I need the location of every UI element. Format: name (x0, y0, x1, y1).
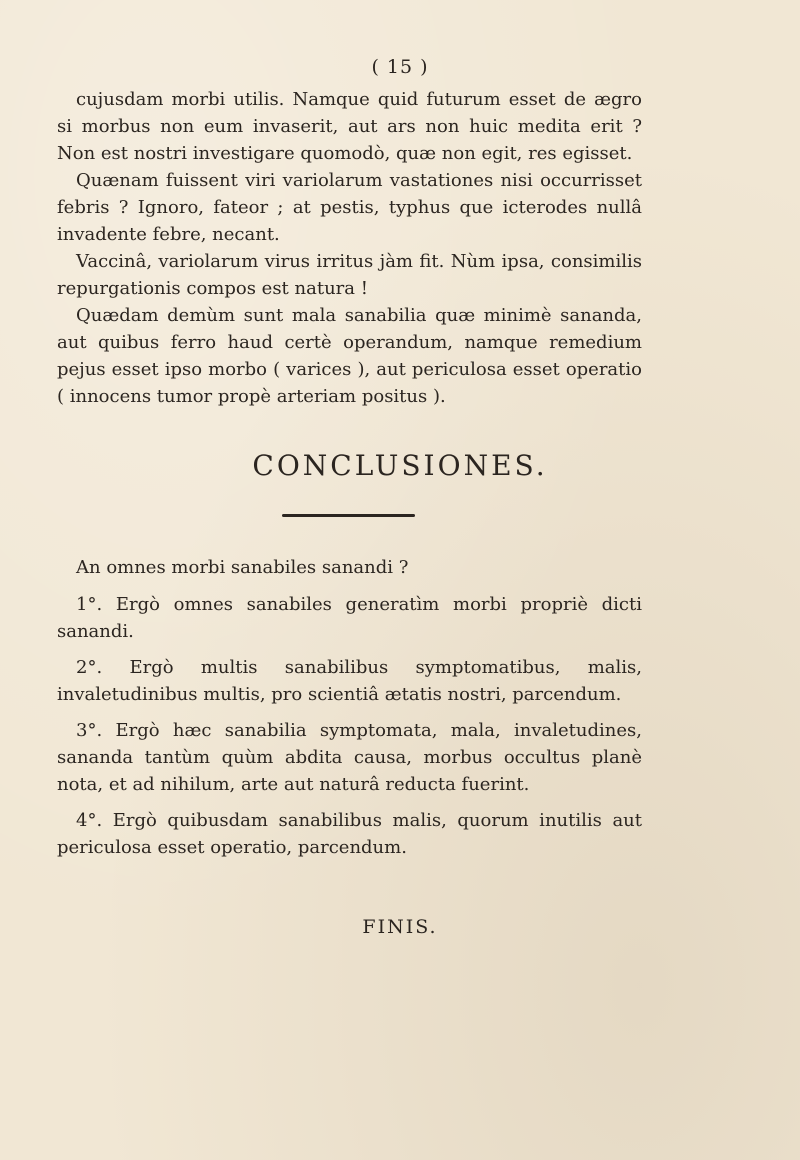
page-number: ( 15 ) (371, 56, 429, 78)
conclusion-item: 4°. Ergò quibusdam sanabilibus malis, quorum inutilis aut periculosa esset operatio, parcendum. (57, 810, 642, 858)
paragraph: Quædam demùm sunt mala sanabilia quæ minimè sananda, aut quibus ferro haud certè operandum, namque remedium pejus esset ipso morbo ( varices ), aut periculosa esset operatio ( innocens tumor propè arteriam positus ). (57, 305, 642, 407)
conclusion-item: 3°. Ergò hæc sanabilia symptomata, mala, invaletudines, sananda tantùm quùm abdita causa, morbus occultus planè nota, et ad nihilum, arte aut naturâ reducta fuerint. (57, 720, 642, 795)
finis-label: FINIS. (362, 916, 438, 938)
conclusions-question: An omnes morbi sanabiles sanandi ? (76, 557, 409, 578)
paragraph: Quænam fuissent viri variolarum vastationes nisi occurrisset febris ? Ignoro, fateor ; at pestis, typhus que icterodes nullâ invadente febre, necant. (57, 170, 642, 245)
conclusion-item: 1°. Ergò omnes sanabiles generatìm morbi propriè dicti sanandi. (57, 594, 642, 642)
section-heading: CONCLUSIONES. (252, 449, 548, 482)
paragraph: cujusdam morbi utilis. Namque quid futurum esset de ægro si morbus non eum invaserit, aut ars non huic medita erit ? Non est nostri investigare quomodò, quæ non egit, res egisset. (57, 89, 642, 164)
section-divider (282, 514, 415, 517)
body-text (57, 86, 642, 410)
conclusion-item: 2°. Ergò multis sanabilibus symptomatibus, malis, invaletudinibus multis, pro scientiâ ætatis nostri, parcendum. (57, 657, 642, 705)
paragraph: Vaccinâ, variolarum virus irritus jàm fit. Nùm ipsa, consimilis repurgationis compos est natura ! (57, 251, 642, 299)
conclusions-list (57, 554, 642, 870)
